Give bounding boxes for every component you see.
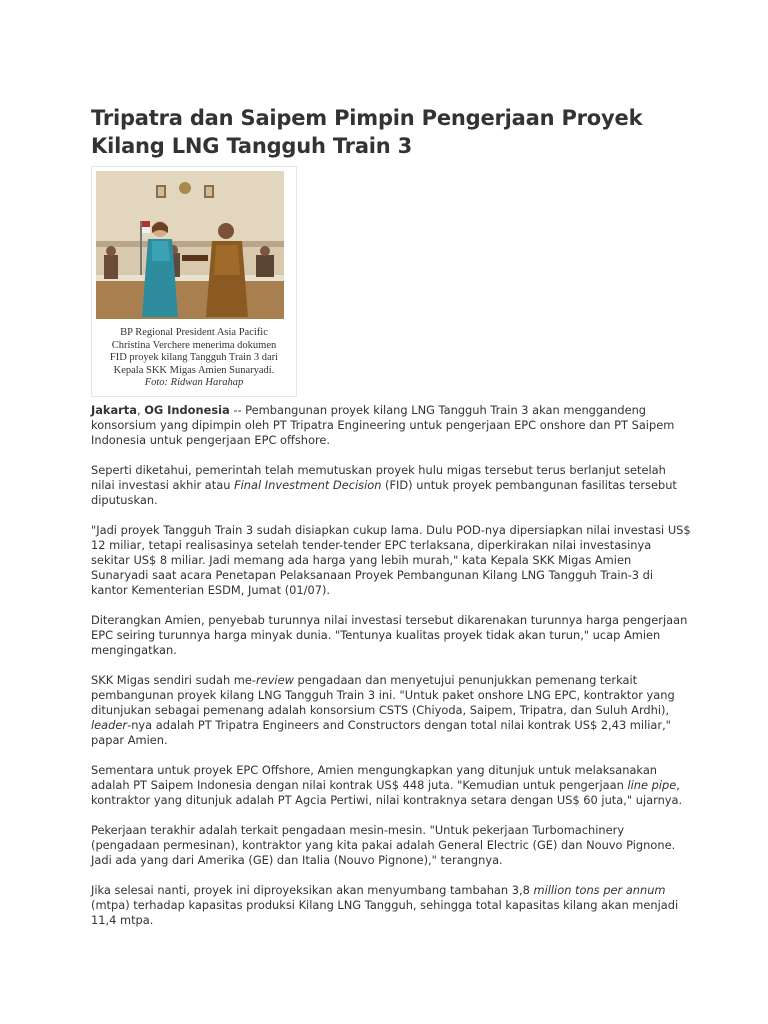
photo-credit: Foto: Ridwan Harahap	[144, 377, 244, 388]
headline: Tripatra dan Saipem Pimpin Pengerjaan Proyek Kilang LNG Tangguh Train 3	[91, 106, 643, 158]
paragraph: Diterangkan Amien, penyebab turunnya nilai investasi tersebut dikarenakan turunnya harga pengerjaan EPC seiring turunnya harga minyak dunia. "Tentunya kualitas proyek tidak akan turun," ucap Amien mengingatkan.	[91, 612, 688, 657]
dateline-source: OG Indonesia	[144, 402, 230, 417]
paragraph: Pekerjaan terakhir adalah terkait pengadaan mesin-mesin. "Untuk pekerjaan Turbomachinery (pengadaan permesinan), kontraktor yang kita pakai adalah General Electric (GE) dan Nouvo Pignone. Jadi ada yang dari Amerika (GE) dan Italia (Nouvo Pignone)," terangnya.	[91, 822, 676, 867]
figure-caption	[96, 327, 292, 390]
caption-line: Kepala SKK Migas Amien Sunaryadi.	[113, 364, 275, 376]
paragraph: "Jadi proyek Tangguh Train 3 sudah disiapkan cukup lama. Dulu POD-nya dipersiapkan nilai investasi US$ 12 miliar, tetapi realisasinya setelah tender-tender EPC terlaksana, diperkirakan nilai investasinya sekitar US$ 8 miliar. Jadi memang ada harga yang lebih murah," kata Kepala SKK Migas Amien Sunaryadi saat acara Penetapan Pelaksanaan Proyek Pembangunan Kilang LNG Tangguh Train-3 di kantor Kementerian ESDM, Jumat (01/07).	[91, 522, 691, 597]
signing-ceremony-photo	[96, 171, 284, 319]
article-body	[91, 403, 691, 928]
article-page	[91, 104, 691, 943]
dateline-place: Jakarta	[91, 402, 137, 417]
paragraph: Sementara untuk proyek EPC Offshore, Amien mengungkapkan yang ditunjuk untuk melaksanakan adalah PT Saipem Indonesia dengan nilai kontrak US$ 448 juta. "Kemudian untuk pengerjaan line pipe, kontraktor yang ditunjuk adalah PT Agcia Pertiwi, nilai kontraknya setara dengan US$ 60 juta," ujarnya.	[91, 762, 683, 807]
paragraph: Jakarta, OG Indonesia -- Pembangunan proyek kilang LNG Tangguh Train 3 akan menggandeng konsorsium yang dipimpin oleh PT Tripatra Engineering untuk pengerjaan EPC onshore dan PT Saipem Indonesia untuk pengerjaan EPC offshore.	[91, 402, 675, 447]
paragraph: Seperti diketahui, pemerintah telah memutuskan proyek hulu migas tersebut terus berlanjut setelah nilai investasi akhir atau Final Investment Decision (FID) untuk proyek pembangunan fasilitas tersebut diputuskan.	[91, 462, 677, 507]
paragraph: Jika selesai nanti, proyek ini diproyeksikan akan menyumbang tambahan 3,8 million tons per annum (mtpa) terhadap kapasitas produksi Kilang LNG Tangguh, sehingga total kapasitas kilang akan menjadi 11,4 mtpa.	[91, 882, 679, 927]
caption-line: BP Regional President Asia Pacific	[120, 327, 268, 338]
paragraph: SKK Migas sendiri sudah me-review pengadaan dan menyetujui penunjukkan pemenang terkait pembangunan proyek kilang LNG Tangguh Train 3 ini. "Untuk paket onshore LNG EPC, kontraktor yang ditunjukan sebagai pemenang adalah konsorsium CSTS (Chiyoda, Saipem, Tripatra, dan Suluh Ardhi), leader-nya adalah PT Tripatra Engineers and Constructors dengan total nilai kontrak US$ 2,43 miliar," papar Amien.	[91, 672, 675, 747]
article-figure	[91, 166, 297, 397]
caption-line: Christina Verchere menerima dokumen	[111, 339, 277, 351]
caption-line: FID proyek kilang Tangguh Train 3 dari	[109, 352, 279, 363]
